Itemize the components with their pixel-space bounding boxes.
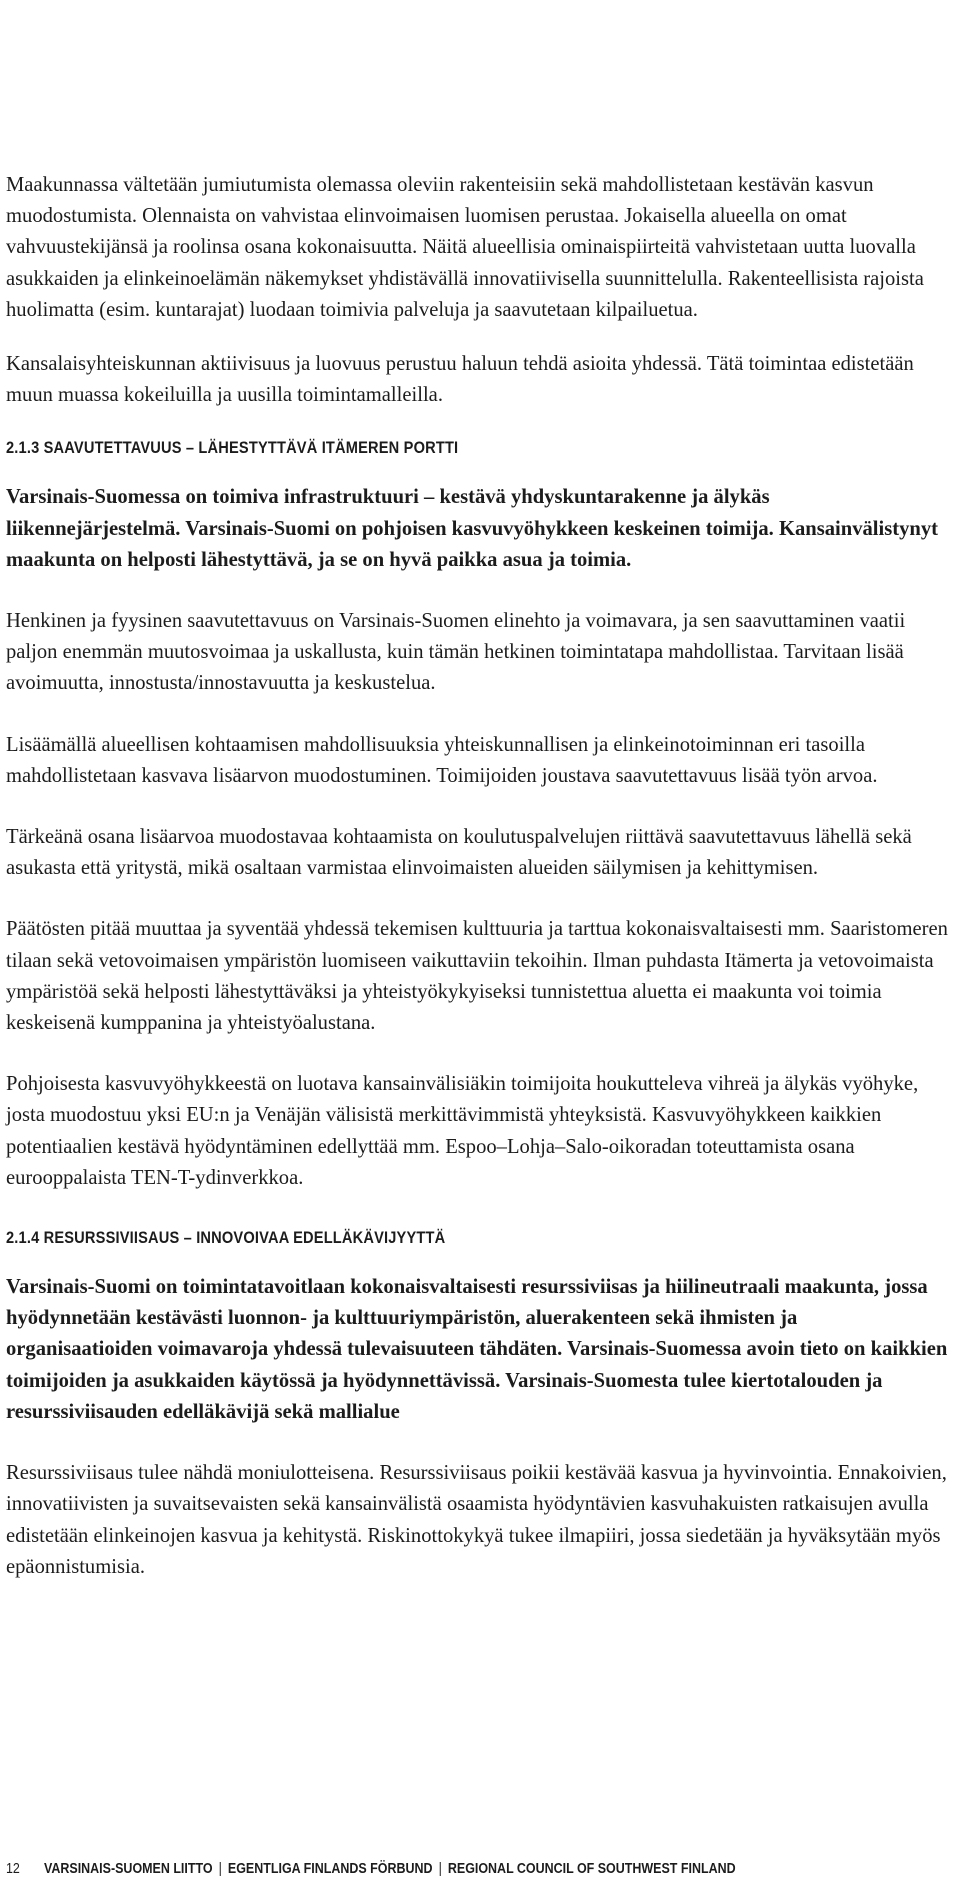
section-2-1-3-paragraph-4: Päätösten pitää muuttaa ja syventää yhdessä tekemisen kulttuuria ja tarttua kokonaisvaltaisesti mm. Saaristomeren tilaan sekä vetovoimaisen ympäristön luomiseen vaikuttaviin tekoihin. Ilman puhdasta Itämerta ja vetovoimaista ympäristöä sekä helposti lähestyttäväksi ja yhteistyökykyiseksi tunnistettua aluetta ei maakunta voi toimia keskeisenä kumppanina ja yhteistyöalustana. [6,918,948,1035]
section-2-1-3-lead: Varsinais-Suomessa on toimiva infrastruktuuri – kestävä yhdyskuntarakenne ja älykäs liikennejärjestelmä. Varsinais-Suomi on pohjoisen kasvuvyöhykkeen keskeinen toimija. Kansainvälistynyt maakunta on helposti lähestyttävä, ja se on hyvä paikka asua ja toimia. [6,486,939,571]
footer-org-swedish: EGENTLIGA FINLANDS FÖRBUND [227,1861,433,1877]
page-number: 12 [6,1861,20,1877]
section-heading-2-1-4: 2.1.4 RESURSSIVIISAUS – INNOVOIVAA EDELLÄKÄVIJYYTTÄ [6,1228,446,1248]
section-2-1-3-paragraph-2: Lisäämällä alueellisen kohtaamisen mahdollisuuksia yhteiskunnallisen ja elinkeinotoiminnan eri tasoilla mahdollistetaan kasvava lisäarvon muodostuminen. Toimijoiden joustava saavutettavuus lisää työn arvoa. [6,733,878,787]
footer-org-english: REGIONAL COUNCIL OF SOUTHWEST FINLAND [447,1861,736,1877]
document-page [6,170,948,1583]
footer-separator: | [218,1861,222,1877]
footer-separator: | [438,1861,442,1877]
section-2-1-3-paragraph-3: Tärkeänä osana lisäarvoa muodostavaa kohtaamista on koulutuspalvelujen riittävä saavutettavuus lähellä sekä asukasta että yritystä, mikä osaltaan varmistaa elinvoimaisten alueiden säilymisen ja kehittymisen. [6,826,912,880]
intro-paragraph-1: Maakunnassa vältetään jumiutumista olemassa oleviin rakenteisiin sekä mahdollistetaan kestävän kasvun muodostumista. Olennaista on vahvistaa elinvoimaisen luomisen perustaa. Jokaisella alueella on omat vahvuustekijänsä ja roolinsa osana kokonaisuutta. Näitä alueellisia ominaispiirteitä vahvistetaan uutta luovalla asukkaiden ja elinkeinoelämän näkemykset yhdistävällä innovatiivisella suunnittelulla. Rakenteellisista rajoista huolimatta (esim. kuntarajat) luodaan toimivia palveluja ja saavutetaan kilpailuetua. [6,174,924,321]
footer-org-finnish: VARSINAIS-SUOMEN LIITTO [43,1861,213,1877]
page-footer [6,1860,736,1878]
section-heading-2-1-3: 2.1.3 SAAVUTETTAVUUS – LÄHESTYTTÄVÄ ITÄMEREN PORTTI [6,438,459,458]
section-2-1-4-paragraph-1: Resurssiviisaus tulee nähdä moniulotteisena. Resurssiviisaus poikii kestävää kasvua ja hyvinvointia. Ennakoivien, innovatiivisten ja suvaitsevaisten sekä kansainvälistä osaamista hyödyntävien kasvuhakuisten ratkaisujen avulla edistetään elinkeinojen kasvua ja kehitystä. Riskinottokykyä tukee ilmapiiri, jossa siedetään ja hyväksytään myös epäonnistumisia. [6,1462,947,1578]
section-2-1-3-paragraph-5: Pohjoisesta kasvuvyöhykkeestä on luotava kansainvälisiäkin toimijoita houkutteleva vihreä ja älykäs vyöhyke, josta muodostuu yksi EU:n ja Venäjän välisistä merkittävimmistä yhteyksistä. Kasvuvyöhykkeen kaikkien potentiaalien kestävä hyödyntäminen edellyttää mm. Espoo–Lohja–Salo-oikoradan toteuttamista osana eurooppalaista TEN-T-ydinverkkoa. [6,1073,919,1189]
section-2-1-3-paragraph-1: Henkinen ja fyysinen saavutettavuus on Varsinais-Suomen elinehto ja voimavara, ja sen saavuttaminen vaatii paljon enemmän muutosvoimaa ja uskallusta, kuin tämän hetkinen toimintatapa mahdollistaa. Tarvitaan lisää avoimuutta, innostusta/innostavuutta ja keskustelua. [6,610,906,695]
intro-paragraph-2: Kansalaisyhteiskunnan aktiivisuus ja luovuus perustuu haluun tehdä asioita yhdessä. Tätä toimintaa edistetään muun muassa kokeiluilla ja uusilla toimintamalleilla. [6,353,914,407]
section-2-1-4-lead: Varsinais-Suomi on toimintatavoitlaan kokonaisvaltaisesti resurssiviisas ja hiilineutraali maakunta, jossa hyödynnetään kestävästi luonnon- ja kulttuuriympäristön, aluerakenteen sekä ihmisten ja organisaatioiden voimavaroja yhdessä tulevaisuuteen tähdäten. Varsinais-Suomessa avoin tieto on kaikkien toimijoiden ja asukkaiden käytössä ja hyödynnettävissä. Varsinais-Suomesta tulee kiertotalouden ja resurssiviisauden edelläkävijä sekä mallialue [6,1276,948,1423]
